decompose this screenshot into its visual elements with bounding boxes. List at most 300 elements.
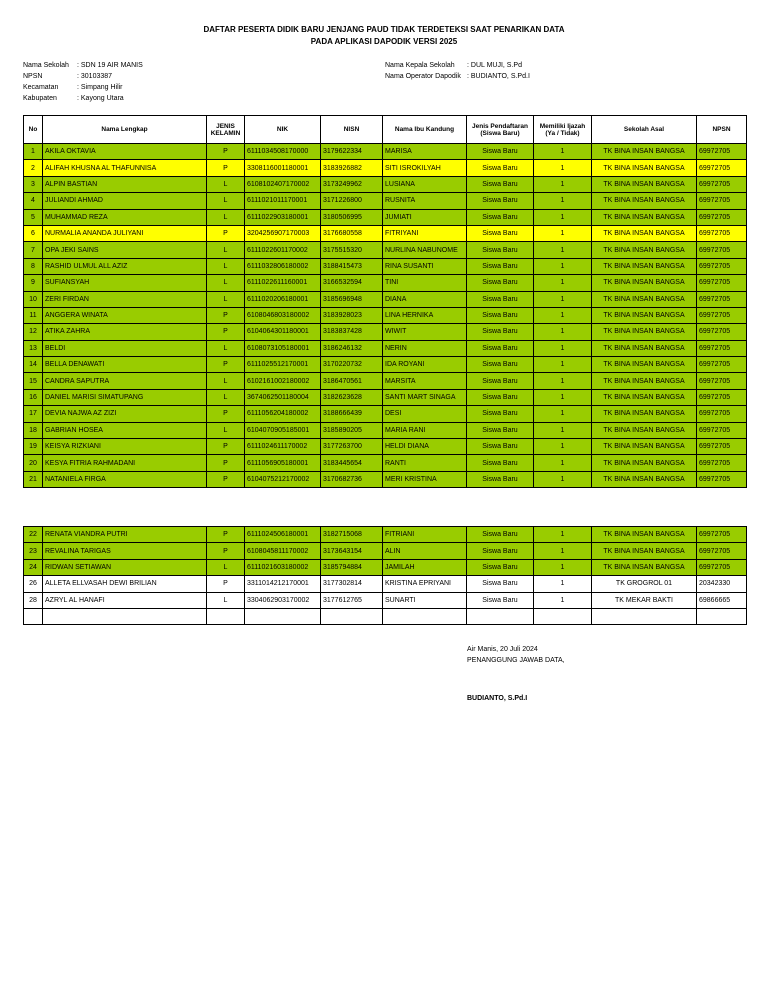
cell-ibu: WIWIT (383, 324, 467, 340)
cell-jenis-kelamin: L (207, 258, 245, 274)
cell-sekolah-asal: TK BINA INSAN BANGSA (592, 373, 697, 389)
cell-no: 8 (24, 258, 43, 274)
table-row (24, 422, 747, 438)
cell-nisn: 3185890205 (321, 422, 383, 438)
cell-nama: SUFIANSYAH (43, 275, 207, 291)
cell-no: 6 (24, 225, 43, 241)
cell-nik: 6111024611170002 (245, 439, 321, 455)
cell-ijazah: 1 (534, 307, 592, 323)
cell-sekolah-asal: TK BINA INSAN BANGSA (592, 455, 697, 471)
cell-nik: 3304062903170002 (245, 592, 321, 608)
cell-ijazah: 1 (534, 209, 592, 225)
cell-jenis-kelamin: P (207, 471, 245, 487)
cell-nama: ALLETA ELLVASAH DEWI BRILIAN (43, 576, 207, 592)
cell-sekolah-asal: TK BINA INSAN BANGSA (592, 176, 697, 192)
cell-ibu: IDA ROYANI (383, 357, 467, 373)
cell-jenis-pendaftaran: Siswa Baru (467, 357, 534, 373)
cell-nisn: 3177263700 (321, 439, 383, 455)
cell-npsn: 69972705 (697, 340, 747, 356)
col-header-nisn: NISN (321, 116, 383, 144)
cell-nisn: 3171226800 (321, 193, 383, 209)
empty-cell (383, 608, 467, 624)
cell-sekolah-asal: TK BINA INSAN BANGSA (592, 307, 697, 323)
cell-nisn: 3185696948 (321, 291, 383, 307)
cell-npsn: 69972705 (697, 258, 747, 274)
table-row (24, 406, 747, 422)
cell-no: 22 (24, 527, 43, 543)
cell-jenis-kelamin: P (207, 527, 245, 543)
cell-nik: 3204256907170003 (245, 225, 321, 241)
table-row (24, 209, 747, 225)
cell-jenis-kelamin: P (207, 225, 245, 241)
cell-npsn: 69972705 (697, 275, 747, 291)
table-row (24, 527, 747, 543)
cell-jenis-kelamin: P (207, 439, 245, 455)
cell-nisn: 3186246132 (321, 340, 383, 356)
cell-jenis-kelamin: P (207, 357, 245, 373)
table-row (24, 324, 747, 340)
cell-npsn: 69972705 (697, 527, 747, 543)
cell-no: 4 (24, 193, 43, 209)
cell-nisn: 3166532594 (321, 275, 383, 291)
cell-npsn: 20342330 (697, 576, 747, 592)
cell-ibu: MARIA RANI (383, 422, 467, 438)
cell-nisn: 3177302814 (321, 576, 383, 592)
cell-npsn: 69972705 (697, 373, 747, 389)
cell-jenis-pendaftaran: Siswa Baru (467, 389, 534, 405)
cell-nisn: 3176680558 (321, 225, 383, 241)
cell-sekolah-asal: TK BINA INSAN BANGSA (592, 471, 697, 487)
cell-jenis-pendaftaran: Siswa Baru (467, 307, 534, 323)
cell-jenis-pendaftaran: Siswa Baru (467, 592, 534, 608)
cell-nama: AZRYL AL HANAFI (43, 592, 207, 608)
cell-npsn: 69972705 (697, 160, 747, 176)
cell-sekolah-asal: TK BINA INSAN BANGSA (592, 439, 697, 455)
cell-no: 11 (24, 307, 43, 323)
cell-nik: 6111034508170000 (245, 144, 321, 160)
cell-sekolah-asal: TK BINA INSAN BANGSA (592, 209, 697, 225)
cell-jenis-pendaftaran: Siswa Baru (467, 144, 534, 160)
cell-no: 21 (24, 471, 43, 487)
cell-jenis-kelamin: L (207, 373, 245, 389)
cell-jenis-kelamin: P (207, 406, 245, 422)
cell-nisn: 3183837428 (321, 324, 383, 340)
cell-nik: 6104075212170002 (245, 471, 321, 487)
cell-no: 26 (24, 576, 43, 592)
cell-sekolah-asal: TK BINA INSAN BANGSA (592, 291, 697, 307)
cell-nik: 6111025512170001 (245, 357, 321, 373)
cell-no: 12 (24, 324, 43, 340)
cell-jenis-pendaftaran: Siswa Baru (467, 291, 534, 307)
cell-jenis-pendaftaran: Siswa Baru (467, 527, 534, 543)
cell-ibu: MERI KRISTINA (383, 471, 467, 487)
cell-ijazah: 1 (534, 340, 592, 356)
empty-cell (245, 608, 321, 624)
cell-nik: 3674062501180004 (245, 389, 321, 405)
col-header-no: No (24, 116, 43, 144)
col-header-ijazah: Memiliki Ijazah (Ya / Tidak) (534, 116, 592, 144)
cell-nisn: 3173249962 (321, 176, 383, 192)
cell-ibu: RUSNITA (383, 193, 467, 209)
headmaster-label: Nama Kepala Sekolah (385, 62, 455, 69)
cell-nisn: 3175515320 (321, 242, 383, 258)
cell-ibu: NERIN (383, 340, 467, 356)
cell-ijazah: 1 (534, 324, 592, 340)
cell-no: 14 (24, 357, 43, 373)
cell-ijazah: 1 (534, 592, 592, 608)
cell-nisn: 3183928023 (321, 307, 383, 323)
cell-nik: 6111056204180002 (245, 406, 321, 422)
col-header-jenis-pendaftaran: Jenis Pendaftaran (Siswa Baru) (467, 116, 534, 144)
cell-ijazah: 1 (534, 258, 592, 274)
empty-cell (24, 608, 43, 624)
operator-value: : BUDIANTO, S.Pd.I (467, 73, 530, 80)
signature-block (467, 644, 565, 704)
cell-ijazah: 1 (534, 543, 592, 559)
table-header-row (24, 116, 747, 144)
cell-jenis-pendaftaran: Siswa Baru (467, 559, 534, 575)
cell-no: 5 (24, 209, 43, 225)
cell-npsn: 69972705 (697, 422, 747, 438)
cell-no: 16 (24, 389, 43, 405)
cell-jenis-kelamin: L (207, 209, 245, 225)
cell-jenis-kelamin: L (207, 340, 245, 356)
kabupaten-value: : Kayong Utara (77, 95, 124, 102)
cell-sekolah-asal: TK BINA INSAN BANGSA (592, 160, 697, 176)
cell-no: 24 (24, 559, 43, 575)
cell-ijazah: 1 (534, 291, 592, 307)
cell-sekolah-asal: TK BINA INSAN BANGSA (592, 258, 697, 274)
cell-nisn: 3180506995 (321, 209, 383, 225)
cell-nik: 6111022903180001 (245, 209, 321, 225)
table-row (24, 439, 747, 455)
table-row (24, 160, 747, 176)
cell-sekolah-asal: TK MEKAR BAKTI (592, 592, 697, 608)
cell-nama: ALIFAH KHUSNA AL THAFUNNISA (43, 160, 207, 176)
cell-nik: 6111032806180002 (245, 258, 321, 274)
cell-nisn: 3179622334 (321, 144, 383, 160)
cell-ijazah: 1 (534, 193, 592, 209)
kabupaten-label: Kabupaten (23, 95, 57, 102)
cell-jenis-kelamin: P (207, 543, 245, 559)
col-header-sekolah-asal: Sekolah Asal (592, 116, 697, 144)
cell-npsn: 69972705 (697, 193, 747, 209)
table-row (24, 340, 747, 356)
cell-ijazah: 1 (534, 422, 592, 438)
cell-nama: BELLA DENAWATI (43, 357, 207, 373)
cell-nik: 6111022601170002 (245, 242, 321, 258)
cell-nik: 6108045811170002 (245, 543, 321, 559)
cell-ibu: SITI ISROKILYAH (383, 160, 467, 176)
cell-sekolah-asal: TK BINA INSAN BANGSA (592, 275, 697, 291)
cell-nisn: 3188666439 (321, 406, 383, 422)
table-row (24, 258, 747, 274)
table-row (24, 307, 747, 323)
cell-no: 7 (24, 242, 43, 258)
cell-ibu: NURLINA NABUNOME (383, 242, 467, 258)
cell-nama: NATANIELA FIRGA (43, 471, 207, 487)
cell-npsn: 69972705 (697, 144, 747, 160)
col-header-nik: NIK (245, 116, 321, 144)
cell-ibu: FITRIANI (383, 527, 467, 543)
cell-nisn: 3177612765 (321, 592, 383, 608)
cell-ibu: LINA HERNIKA (383, 307, 467, 323)
table-row (24, 543, 747, 559)
cell-nisn: 3186470561 (321, 373, 383, 389)
cell-nik: 3311014212170001 (245, 576, 321, 592)
cell-ijazah: 1 (534, 357, 592, 373)
cell-no: 15 (24, 373, 43, 389)
cell-nama: DANIEL MARISI SIMATUPANG (43, 389, 207, 405)
table-row (24, 373, 747, 389)
table-row (24, 242, 747, 258)
col-header-ibu: Nama Ibu Kandung (383, 116, 467, 144)
cell-jenis-pendaftaran: Siswa Baru (467, 543, 534, 559)
cell-sekolah-asal: TK BINA INSAN BANGSA (592, 527, 697, 543)
cell-ibu: FITRIYANI (383, 225, 467, 241)
cell-nisn: 3188415473 (321, 258, 383, 274)
cell-ijazah: 1 (534, 439, 592, 455)
cell-nama: RIDWAN SETIAWAN (43, 559, 207, 575)
empty-cell (534, 608, 592, 624)
cell-nama: ZERI FIRDAN (43, 291, 207, 307)
cell-jenis-pendaftaran: Siswa Baru (467, 471, 534, 487)
table-row (24, 471, 747, 487)
col-header-nama: Nama Lengkap (43, 116, 207, 144)
cell-jenis-pendaftaran: Siswa Baru (467, 225, 534, 241)
table-row (24, 225, 747, 241)
cell-sekolah-asal: TK BINA INSAN BANGSA (592, 559, 697, 575)
cell-ijazah: 1 (534, 406, 592, 422)
cell-ijazah: 1 (534, 527, 592, 543)
cell-ibu: JAMILAH (383, 559, 467, 575)
cell-no: 28 (24, 592, 43, 608)
cell-sekolah-asal: TK GROGROL 01 (592, 576, 697, 592)
headmaster-value: : DUL MUJI, S.Pd (467, 62, 522, 69)
cell-nik: 6111020206180001 (245, 291, 321, 307)
cell-ibu: SUNARTI (383, 592, 467, 608)
cell-jenis-pendaftaran: Siswa Baru (467, 422, 534, 438)
cell-sekolah-asal: TK BINA INSAN BANGSA (592, 193, 697, 209)
cell-jenis-pendaftaran: Siswa Baru (467, 242, 534, 258)
cell-ibu: MARISA (383, 144, 467, 160)
cell-nik: 6111024506180001 (245, 527, 321, 543)
cell-ibu: RINA SUSANTI (383, 258, 467, 274)
cell-nisn: 3183926882 (321, 160, 383, 176)
cell-sekolah-asal: TK BINA INSAN BANGSA (592, 144, 697, 160)
cell-ijazah: 1 (534, 160, 592, 176)
cell-nik: 6111056905180001 (245, 455, 321, 471)
cell-npsn: 69972705 (697, 357, 747, 373)
school-name-label: Nama Sekolah (23, 62, 69, 69)
cell-jenis-kelamin: L (207, 242, 245, 258)
col-header-jenis-kelamin: JENIS KELAMIN (207, 116, 245, 144)
cell-npsn: 69972705 (697, 406, 747, 422)
cell-ijazah: 1 (534, 576, 592, 592)
cell-nik: 6111021603180002 (245, 559, 321, 575)
cell-ibu: MARSITA (383, 373, 467, 389)
cell-jenis-kelamin: P (207, 576, 245, 592)
cell-jenis-pendaftaran: Siswa Baru (467, 209, 534, 225)
cell-nik: 6104070905185001 (245, 422, 321, 438)
cell-nama: BELDI (43, 340, 207, 356)
operator-label: Nama Operator Dapodik (385, 73, 461, 80)
cell-nama: RENATA VIANDRA PUTRI (43, 527, 207, 543)
cell-npsn: 69972705 (697, 242, 747, 258)
cell-nama: DEVIA NAJWA AZ ZIZI (43, 406, 207, 422)
title-line-1: DAFTAR PESERTA DIDIK BARU JENJANG PAUD TIDAK TERDETEKSI SAAT PENARIKAN DATA (203, 25, 565, 34)
cell-nik: 6111021011170001 (245, 193, 321, 209)
cell-jenis-pendaftaran: Siswa Baru (467, 258, 534, 274)
cell-jenis-kelamin: L (207, 422, 245, 438)
empty-cell (43, 608, 207, 624)
cell-jenis-kelamin: L (207, 291, 245, 307)
cell-nama: JULIANDI AHMAD (43, 193, 207, 209)
cell-ibu: JUMIATI (383, 209, 467, 225)
cell-no: 2 (24, 160, 43, 176)
cell-sekolah-asal: TK BINA INSAN BANGSA (592, 225, 697, 241)
cell-ijazah: 1 (534, 144, 592, 160)
cell-nisn: 3182623628 (321, 389, 383, 405)
cell-ijazah: 1 (534, 275, 592, 291)
cell-jenis-pendaftaran: Siswa Baru (467, 176, 534, 192)
cell-jenis-pendaftaran: Siswa Baru (467, 275, 534, 291)
cell-nik: 6104064301180001 (245, 324, 321, 340)
cell-ijazah: 1 (534, 471, 592, 487)
cell-jenis-kelamin: L (207, 176, 245, 192)
cell-jenis-pendaftaran: Siswa Baru (467, 193, 534, 209)
cell-no: 3 (24, 176, 43, 192)
col-header-npsn: NPSN (697, 116, 747, 144)
cell-npsn: 69972705 (697, 225, 747, 241)
cell-nik: 3308116001180001 (245, 160, 321, 176)
cell-sekolah-asal: TK BINA INSAN BANGSA (592, 389, 697, 405)
cell-nik: 6108102407170002 (245, 176, 321, 192)
cell-ibu: HELDI DIANA (383, 439, 467, 455)
cell-jenis-kelamin: P (207, 160, 245, 176)
cell-no: 19 (24, 439, 43, 455)
cell-jenis-pendaftaran: Siswa Baru (467, 439, 534, 455)
empty-cell (697, 608, 747, 624)
cell-nik: 6108073105180001 (245, 340, 321, 356)
cell-jenis-kelamin: P (207, 307, 245, 323)
kecamatan-value: : Simpang Hilir (77, 84, 123, 91)
student-table-2 (23, 526, 747, 625)
table-row (24, 144, 747, 160)
cell-nama: KESYA FITRIA RAHMADANI (43, 455, 207, 471)
page-title (0, 24, 768, 48)
cell-nisn: 3170220732 (321, 357, 383, 373)
cell-npsn: 69972705 (697, 324, 747, 340)
signature-role: PENANGGUNG JAWAB DATA, (467, 657, 565, 664)
school-name-value: : SDN 19 AIR MANIS (77, 62, 143, 69)
cell-ibu: TINI (383, 275, 467, 291)
cell-no: 1 (24, 144, 43, 160)
cell-no: 23 (24, 543, 43, 559)
empty-cell (321, 608, 383, 624)
cell-jenis-kelamin: L (207, 559, 245, 575)
cell-ijazah: 1 (534, 373, 592, 389)
cell-nama: ANGGERA WINATA (43, 307, 207, 323)
staff-info (385, 60, 530, 82)
cell-jenis-kelamin: L (207, 389, 245, 405)
cell-npsn: 69972705 (697, 291, 747, 307)
cell-ibu: ALIN (383, 543, 467, 559)
table-row (24, 389, 747, 405)
table-row (24, 592, 747, 608)
cell-jenis-pendaftaran: Siswa Baru (467, 373, 534, 389)
npsn-value: : 30103387 (77, 73, 113, 80)
cell-nama: NURMALIA ANANDA JULIYANI (43, 225, 207, 241)
title-line-2: PADA APLIKASI DAPODIK VERSI 2025 (310, 37, 458, 46)
table-row (24, 559, 747, 575)
cell-jenis-kelamin: P (207, 324, 245, 340)
cell-nama: OPA JEKI SAINS (43, 242, 207, 258)
table-row (24, 176, 747, 192)
cell-nama: KEISYA RIZKIANI (43, 439, 207, 455)
cell-jenis-pendaftaran: Siswa Baru (467, 576, 534, 592)
cell-npsn: 69972705 (697, 471, 747, 487)
empty-cell (207, 608, 245, 624)
kecamatan-label: Kecamatan (23, 84, 59, 91)
cell-jenis-kelamin: L (207, 592, 245, 608)
cell-npsn: 69972705 (697, 455, 747, 471)
cell-npsn: 69972705 (697, 559, 747, 575)
school-info (23, 60, 143, 104)
cell-ibu: LUSIANA (383, 176, 467, 192)
cell-no: 13 (24, 340, 43, 356)
cell-jenis-kelamin: L (207, 193, 245, 209)
table-row (24, 357, 747, 373)
cell-jenis-pendaftaran: Siswa Baru (467, 324, 534, 340)
student-table-1 (23, 115, 747, 488)
npsn-label: NPSN (23, 73, 43, 80)
cell-nama: MUHAMMAD REZA (43, 209, 207, 225)
cell-nama: ATIKA ZAHRA (43, 324, 207, 340)
table-row (24, 576, 747, 592)
cell-ibu: RANTI (383, 455, 467, 471)
cell-ibu: SANTI MART SINAGA (383, 389, 467, 405)
cell-ijazah: 1 (534, 225, 592, 241)
table-row (24, 275, 747, 291)
cell-sekolah-asal: TK BINA INSAN BANGSA (592, 340, 697, 356)
cell-no: 9 (24, 275, 43, 291)
table-row (24, 291, 747, 307)
cell-nama: CANDRA SAPUTRA (43, 373, 207, 389)
cell-jenis-pendaftaran: Siswa Baru (467, 406, 534, 422)
cell-nama: ALPIN BASTIAN (43, 176, 207, 192)
cell-jenis-kelamin: L (207, 275, 245, 291)
cell-nama: GABRIAN HOSEA (43, 422, 207, 438)
cell-sekolah-asal: TK BINA INSAN BANGSA (592, 242, 697, 258)
empty-cell (467, 608, 534, 624)
cell-nik: 6108046803180002 (245, 307, 321, 323)
cell-sekolah-asal: TK BINA INSAN BANGSA (592, 422, 697, 438)
empty-cell (592, 608, 697, 624)
table-row (24, 193, 747, 209)
cell-ibu: DESI (383, 406, 467, 422)
cell-nik: 6102161002180002 (245, 373, 321, 389)
cell-npsn: 69972705 (697, 389, 747, 405)
cell-nisn: 3173643154 (321, 543, 383, 559)
cell-npsn: 69972705 (697, 307, 747, 323)
cell-nisn: 3185794884 (321, 559, 383, 575)
cell-nama: REVALINA TARIGAS (43, 543, 207, 559)
cell-jenis-pendaftaran: Siswa Baru (467, 160, 534, 176)
cell-no: 10 (24, 291, 43, 307)
cell-npsn: 69972705 (697, 176, 747, 192)
cell-no: 20 (24, 455, 43, 471)
